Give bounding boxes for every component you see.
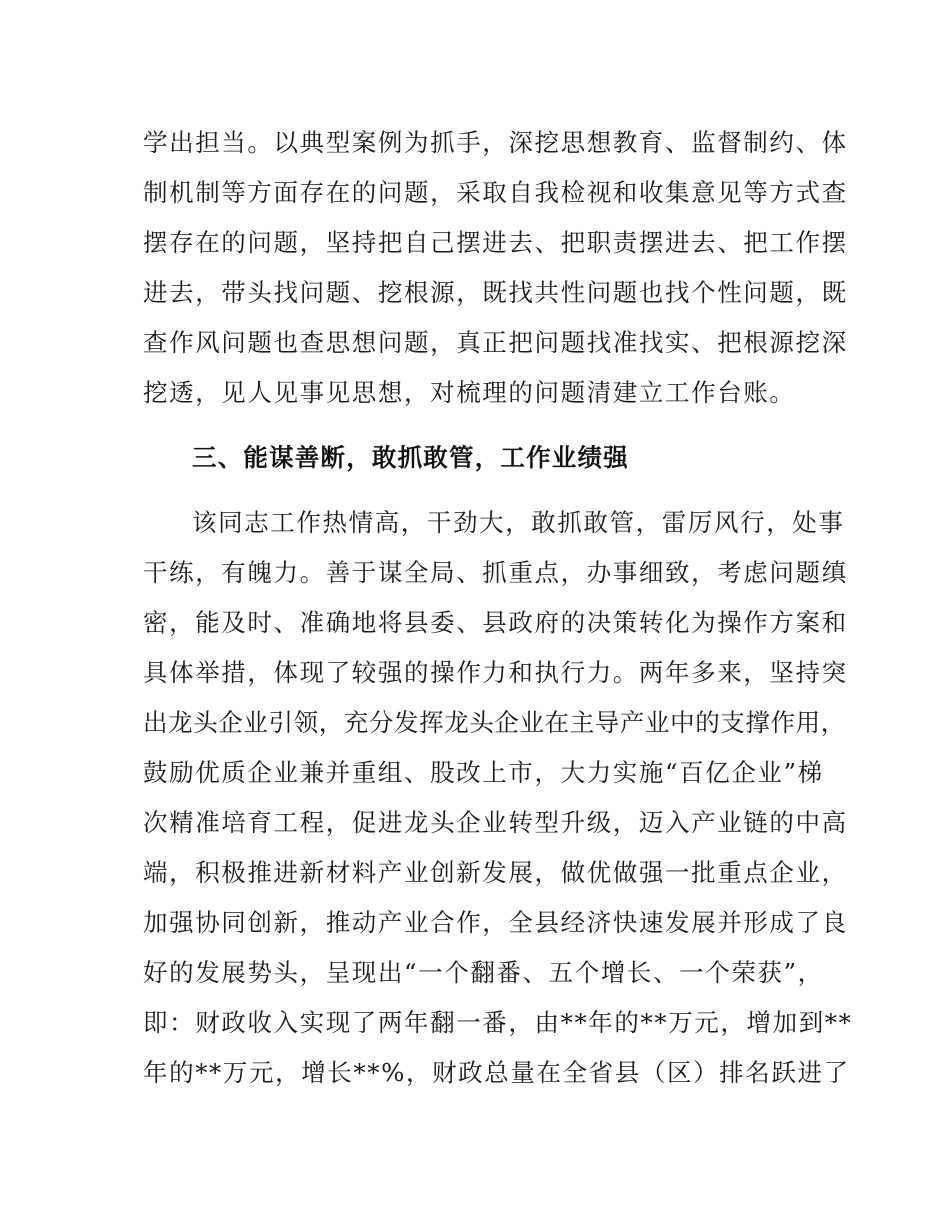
paragraph-1-line-6: 挖透，见人见事见思想，对梳理的问题清建立工作台账。 xyxy=(143,378,796,407)
paragraph-2-line-9: 加强协同创新，推动产业合作，全县经济快速发展并形成了良 xyxy=(143,908,848,937)
paragraph-2-line-5: 出龙头企业引领，充分发挥龙头企业在主导产业中的支撑作用， xyxy=(143,708,846,737)
paragraph-1-line-2: 制机制等方面存在的问题，采取自我检视和收集意见等方式查 xyxy=(143,178,848,207)
paragraph-1-line-4: 进去，带头找问题、挖根源，既找共性问题也找个性问题，既 xyxy=(143,278,848,307)
paragraph-2-line-6: 鼓励优质企业兼并重组、股改上市，大力实施“百亿企业”梯 xyxy=(143,758,824,787)
paragraph-2-line-4: 具体举措，体现了较强的操作力和执行力。两年多来，坚持突 xyxy=(143,658,848,687)
paragraph-1-line-1: 学出担当。以典型案例为抓手，深挖思想教育、监督制约、体 xyxy=(143,128,848,157)
paragraph-2-line-11: 即：财政收入实现了两年翻一番，由**年的**万元，增加到** xyxy=(143,1008,853,1037)
paragraph-2-line-1: 该同志工作热情高，干劲大，敢抓敢管，雷厉风行，处事 xyxy=(192,508,845,537)
section-heading: 三、能谋善断，敢抓敢管，工作业绩强 xyxy=(192,443,629,472)
paragraph-2-line-8: 端，积极推进新材料产业创新发展，做优做强一批重点企业， xyxy=(143,858,848,887)
paragraph-1-line-5: 查作风问题也查思想问题，真正把问题找准找实、把根源挖深 xyxy=(143,328,848,357)
paragraph-2-line-12: 年的**万元，增长**%，财政总量在全省县（区）排名跃进了 xyxy=(143,1058,850,1087)
paragraph-1-line-3: 摆存在的问题，坚持把自己摆进去、把职责摆进去、把工作摆 xyxy=(143,228,848,257)
paragraph-2-line-2: 干练，有魄力。善于谋全局、抓重点，办事细致，考虑问题缜 xyxy=(143,558,848,587)
paragraph-2-line-3: 密，能及时、准确地将县委、县政府的决策转化为操作方案和 xyxy=(143,608,848,637)
paragraph-2-line-10: 好的发展势头，呈现出“一个翻番、五个增长、一个荣获”， xyxy=(143,958,824,987)
paragraph-2-line-7: 次精准培育工程，促进龙头企业转型升级，迈入产业链的中高 xyxy=(143,808,848,837)
